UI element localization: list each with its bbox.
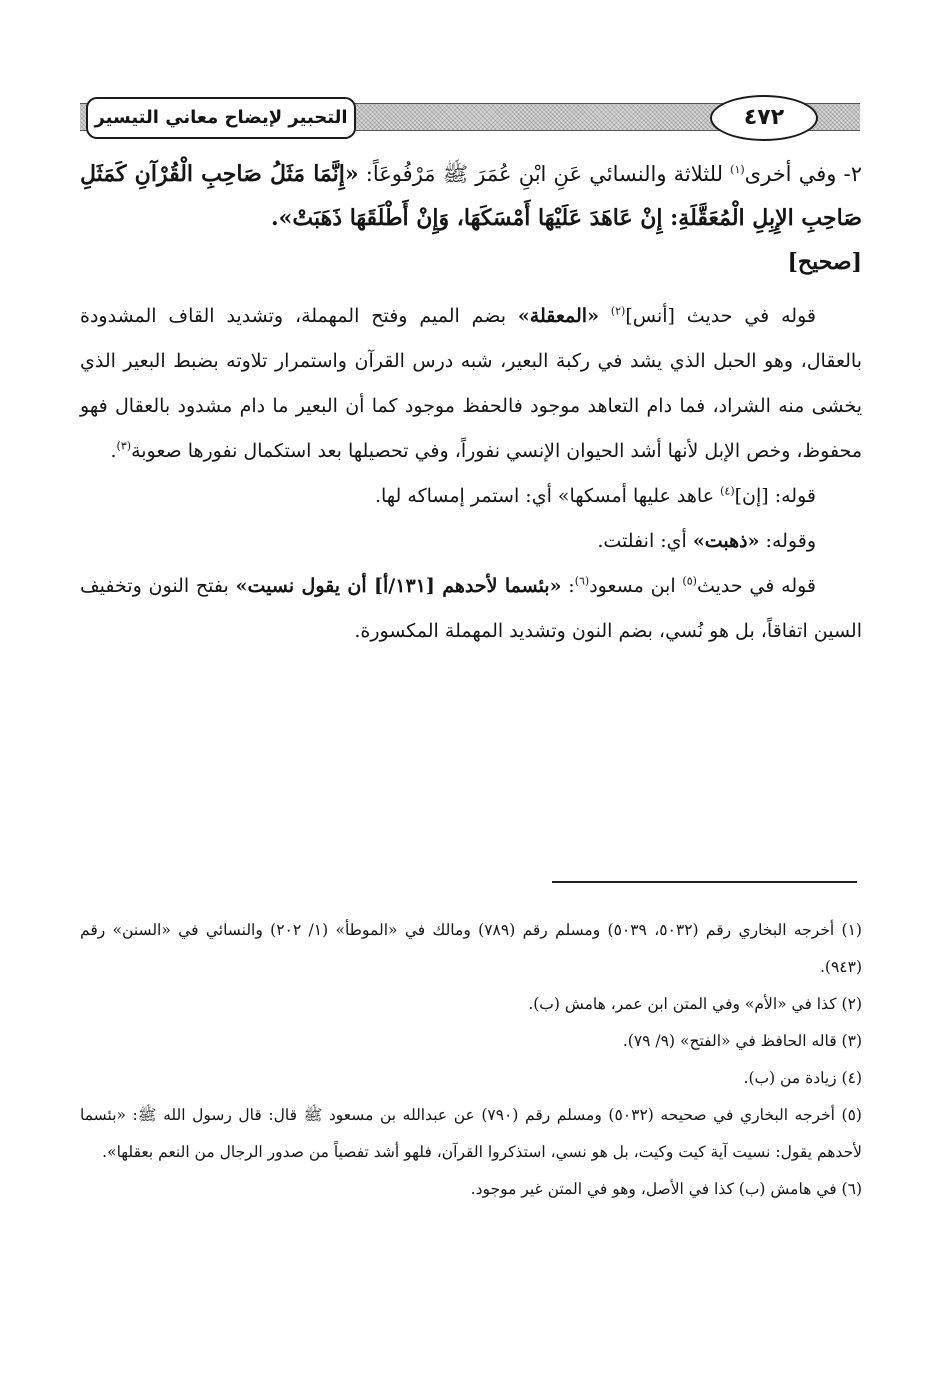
main-text bbox=[80, 152, 862, 654]
footnote-ref: (٣) bbox=[116, 439, 132, 453]
footnote-4: (٤) زيادة من (ب). bbox=[743, 1069, 862, 1087]
footnote-6: (٦) في هامش (ب) كذا في الأصل، وهو في المتن غير موجود. bbox=[470, 1180, 862, 1198]
hadith-intro: وفي أخرى bbox=[744, 162, 837, 186]
running-title: التحبير لإيضاح معاني التيسير bbox=[86, 97, 356, 139]
commentary-text: قوله في حديث bbox=[696, 575, 817, 597]
running-header bbox=[80, 93, 860, 147]
commentary-text: ابن مسعود bbox=[589, 575, 676, 597]
page-number: ٤٧٢ bbox=[710, 95, 818, 141]
hadith-quote: «إِنَّمَا مَثَلُ صَاحِبِ الْقُرْآنِ كَمَثَلِ صَاحِبِ الإِبِلِ الْمُعَقَّلَةِ: إِنْ عَاهَدَ عَلَيْهَا أَمْسَكَهَا، وَإِنْ أَطْلَقَهَا ذَهَبَتْ». bbox=[80, 161, 862, 231]
commentary-paragraph-1 bbox=[80, 294, 862, 474]
footnote-ref: (١) bbox=[730, 163, 745, 176]
footnote-5: (٥) أخرجه البخاري في صحيحه (٥٠٣٢) ومسلم رقم (٧٩٠) عن عبدالله بن مسعود ﷺ قال: قال رسول الله ﷺ: «بئسما لأحدهم يقول: نسيت آية كيت وكيت، بل هو نسي، استذكروا القرآن، فلهو أشد تفصياً من صدور الرجال من النعم بعقلها». bbox=[80, 1106, 862, 1161]
commentary-paragraph-4 bbox=[80, 564, 862, 654]
commentary-term: «ذهبت» bbox=[692, 530, 760, 552]
commentary-term: «بئسما لأحدهم [١٣١/أ] أن يقول نسيت» bbox=[235, 575, 562, 597]
commentary-paragraph-2 bbox=[80, 474, 862, 519]
footnote-ref: (٤) bbox=[720, 484, 735, 498]
footnote-2: (٢) كذا في «الأم» وفي المتن ابن عمر، هامش (ب). bbox=[528, 995, 862, 1013]
commentary-text: بضم الميم وفتح المهملة، وتشديد القاف المشدودة بالعقال، وهو الحبل الذي يشد في ركبة البعير، شبه درس القرآن واستمرار تلاوته بضبط البعير الذي يخشى منه الشراد، فما دام التعاهد موجود فالحفظ موجود كما أن البعير ما دام مشدود بالعقال فهو محفوظ، وخص الإبل لأنها أشد الحيوان الإنسي نفوراً، وفي تحصيلها بعد استكمال نفورها صعوبة bbox=[80, 305, 862, 462]
commentary-text: : bbox=[568, 575, 575, 597]
footnote-separator bbox=[552, 881, 857, 883]
footnote-3: (٣) قاله الحافظ في «الفتح» (٩/ ٧٩). bbox=[622, 1032, 862, 1050]
hadith-intro-rest: للثلاثة والنسائي عَنِ ابْنِ عُمَرَ ﷺ مَرْفُوعَاً: bbox=[365, 162, 723, 186]
commentary-text: أي: انفلتت. bbox=[597, 530, 687, 552]
commentary-text: . bbox=[110, 440, 117, 462]
footnote-1: (١) أخرجه البخاري رقم (٥٠٣٢، ٥٠٣٩) ومسلم رقم (٧٨٩) ومالك في «الموطأ» (١/ ٢٠٢) والنسائي في «السنن» رقم (٩٤٣). bbox=[80, 921, 862, 976]
footnote-ref: (٦) bbox=[574, 574, 590, 588]
commentary-text: قوله في حديث [أنس] bbox=[625, 305, 816, 327]
hadith-grade: [صحيح] bbox=[787, 249, 862, 275]
commentary-text: عاهد عليها أمسكها» أي: استمر إمساكه لها. bbox=[374, 485, 715, 507]
footnotes bbox=[80, 912, 862, 1208]
footnote-ref: (٥) bbox=[682, 574, 697, 588]
hadith-text bbox=[80, 152, 862, 240]
commentary-text: قوله: [إن] bbox=[734, 485, 816, 507]
footnote-ref: (٢) bbox=[610, 304, 626, 318]
commentary-text: وقوله: bbox=[765, 530, 816, 552]
commentary-term: «المعقلة» bbox=[517, 305, 599, 327]
hadith-number: ٢- bbox=[843, 162, 862, 186]
commentary-text: بفتح النون وتخفيف السين اتفاقاً، بل هو نُسي، بضم النون وتشديد المهملة المكسورة. bbox=[80, 575, 862, 642]
commentary-paragraph-3 bbox=[80, 519, 862, 564]
